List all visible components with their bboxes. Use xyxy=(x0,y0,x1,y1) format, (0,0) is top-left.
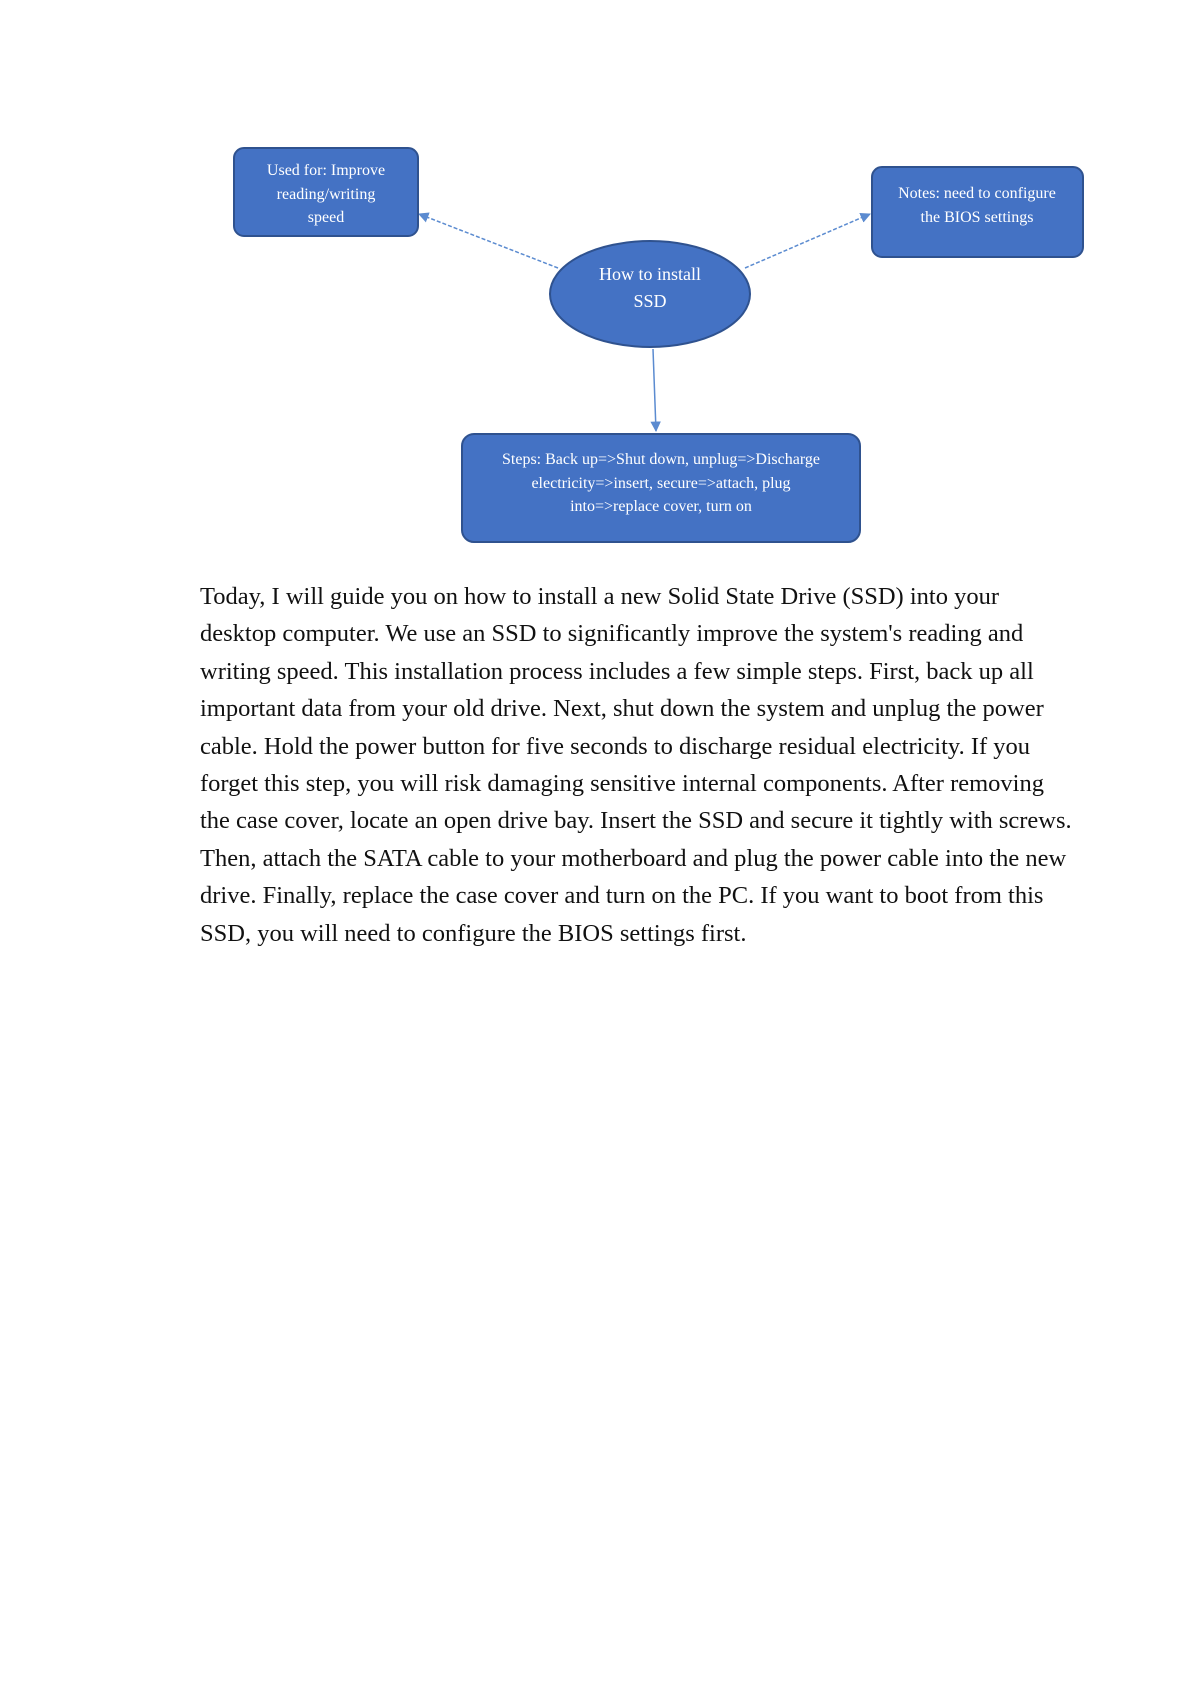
used-for-line-3: speed xyxy=(307,209,345,226)
mind-map-diagram xyxy=(0,0,1200,560)
connector-to-steps xyxy=(653,349,656,431)
center-line-2: SSD xyxy=(633,291,667,311)
steps-node xyxy=(462,434,860,542)
center-node xyxy=(550,241,750,347)
used-for-line-1: Used for: Improve xyxy=(266,162,386,179)
connector-to-notes xyxy=(745,214,870,268)
steps-line-3: into=>replace cover, turn on xyxy=(570,498,752,515)
steps-line-2: electricity=>insert, secure=>attach, plug xyxy=(531,475,791,492)
steps-line-1: Steps: Back up=>Shut down, unplug=>Discharge xyxy=(502,451,820,468)
notes-node xyxy=(872,167,1083,257)
notes-line-2: the BIOS settings xyxy=(920,209,1034,226)
connector-to-used-for xyxy=(419,214,558,268)
used-for-node xyxy=(234,148,418,236)
notes-line-1: Notes: need to configure xyxy=(898,185,1056,202)
body-paragraph: Today, I will guide you on how to install a new Solid State Drive (SSD) into your desktop computer. We use an SSD to significantly improve the system's reading and writing speed. This installation process includes a few simple steps. First, back up all important data from your old drive. Next, shut down the system and unplug the power cable. Hold the power button for five seconds to discharge residual electricity. If you forget this step, you will risk damaging sensitive internal components. After removing the case cover, locate an open drive bay. Insert the SSD and secure it tightly with screws. Then, attach the SATA cable to your motherboard and plug the power cable into the new drive. Finally, replace the case cover and turn on the PC. If you want to boot from this SSD, you will need to configure the BIOS settings first. xyxy=(200,583,1072,947)
center-line-1: How to install xyxy=(599,264,701,284)
used-for-line-2: reading/writing xyxy=(276,186,376,203)
